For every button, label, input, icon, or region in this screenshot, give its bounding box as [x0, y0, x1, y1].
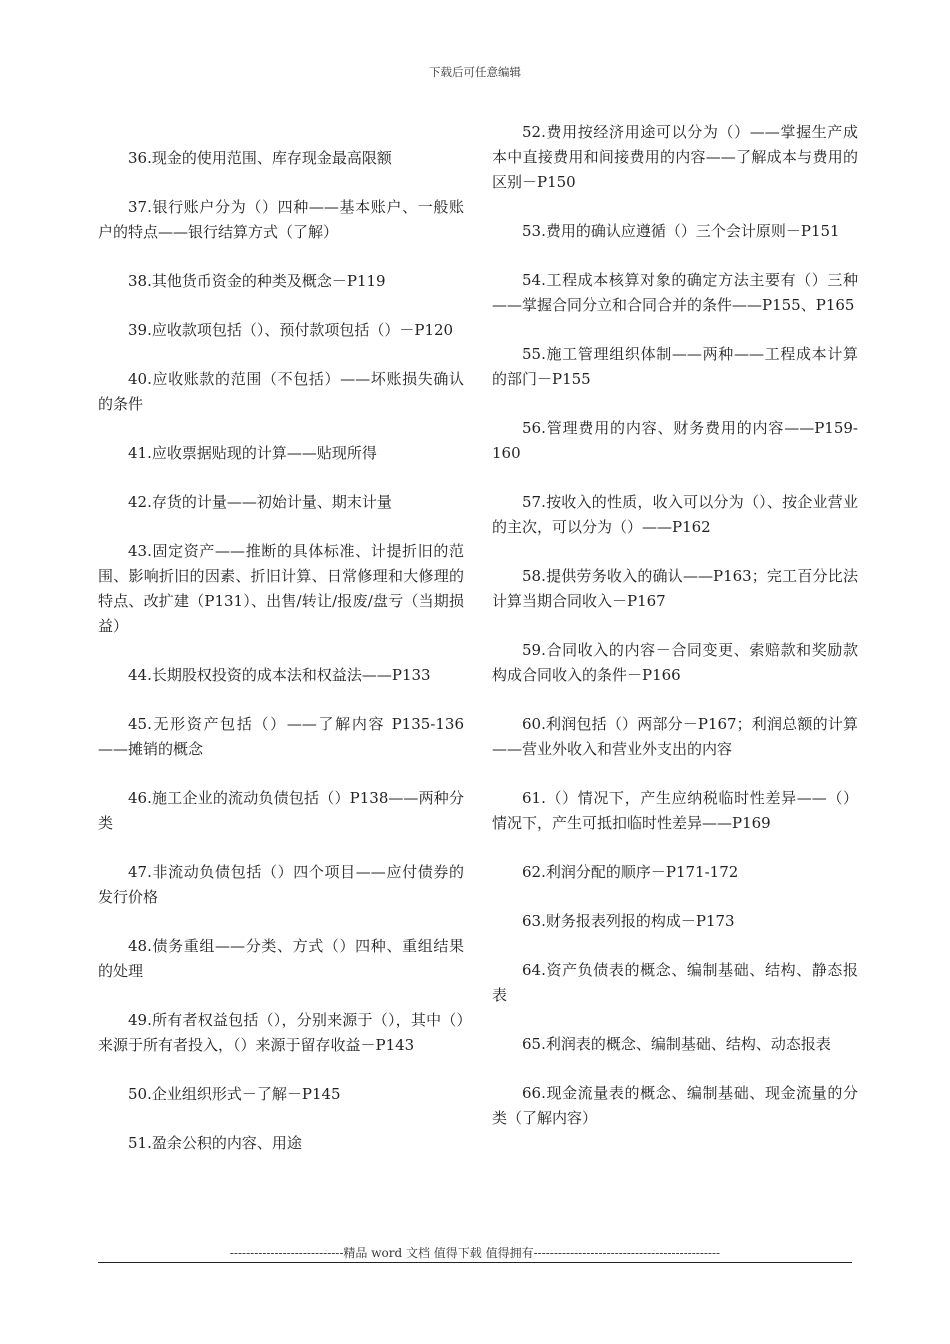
- left-column: [98, 120, 464, 1180]
- list-item: 59.合同收入的内容－合同变更、索赔款和奖励款构成合同收入的条件－P166: [492, 641, 858, 684]
- list-item: 51.盈余公积的内容、用途: [128, 1134, 302, 1152]
- list-item: 38.其他货币资金的种类及概念－P119: [128, 272, 386, 290]
- list-item: 50.企业组织形式－了解－P145: [128, 1085, 341, 1103]
- list-item: 42.存货的计量——初始计量、期末计量: [128, 493, 392, 511]
- list-item: 57.按收入的性质，收入可以分为（）、按企业营业的主次，可以分为（）——P162: [492, 493, 858, 536]
- list-item: 41.应收票据贴现的计算——贴现所得: [128, 444, 377, 462]
- page-footer: ----------------------------精品 word 文档 值得下载 值得拥有----------------------------------------------: [229, 1246, 721, 1260]
- list-item: 62.利润分配的顺序－P171-172: [522, 863, 739, 881]
- footer-rule: [98, 1262, 852, 1263]
- list-item: 40.应收账款的范围（不包括）——坏账损失确认的条件: [98, 370, 464, 413]
- list-item: 37.银行账户分为（）四种——基本账户、一般账户的特点——银行结算方式（了解）: [98, 198, 464, 241]
- list-item: 55.施工管理组织体制——两种——工程成本计算的部门－P155: [492, 345, 858, 388]
- list-item: 61.（）情况下，产生应纳税临时性差异——（）情况下，产生可抵扣临时性差异——P169: [492, 789, 858, 832]
- list-item: 66.现金流量表的概念、编制基础、现金流量的分类（了解内容）: [492, 1084, 858, 1127]
- list-item: 52.费用按经济用途可以分为（）——掌握生产成本中直接费用和间接费用的内容——了解成本与费用的区别－P150: [492, 123, 858, 191]
- list-item: 48.债务重组——分类、方式（）四种、重组结果的处理: [98, 937, 464, 980]
- page-header: 下载后可任意编辑: [429, 65, 521, 79]
- list-item: 45.无形资产包括（）——了解内容 P135-136——摊销的概念: [98, 715, 464, 758]
- list-item: 64.资产负债表的概念、编制基础、结构、静态报表: [492, 961, 858, 1004]
- list-item: 65.利润表的概念、编制基础、结构、动态报表: [522, 1035, 831, 1053]
- list-item: 60.利润包括（）两部分－P167；利润总额的计算——营业外收入和营业外支出的内容: [492, 715, 858, 758]
- list-item: 47.非流动负债包括（）四个项目——应付债券的发行价格: [98, 863, 464, 906]
- list-item: 44.长期股权投资的成本法和权益法——P133: [128, 666, 431, 684]
- list-item: 39.应收款项包括（）、预付款项包括（）－P120: [128, 321, 454, 339]
- list-item: 56.管理费用的内容、财务费用的内容——P159-160: [492, 419, 858, 462]
- list-item: 63.财务报表列报的构成－P173: [522, 912, 735, 930]
- list-item: 46.施工企业的流动负债包括（）P138——两种分类: [98, 789, 464, 832]
- list-item: 43.固定资产——推断的具体标准、计提折旧的范围、影响折旧的因素、折旧计算、日常修理和大修理的特点、改扩建（P131）、出售/转让/报废/盘亏（当期损益）: [98, 542, 464, 635]
- list-item: 54.工程成本核算对象的确定方法主要有（）三种——掌握合同分立和合同合并的条件——P155、P165: [492, 271, 858, 314]
- list-item: 36.现金的使用范围、库存现金最高限额: [128, 149, 392, 167]
- list-item: 53.费用的确认应遵循（）三个会计原则－P151: [522, 222, 840, 240]
- right-column: [492, 120, 858, 1155]
- list-item: 49.所有者权益包括（），分别来源于（），其中（）来源于所有者投入，（）来源于留存收益－P143: [98, 1011, 464, 1054]
- list-item: 58.提供劳务收入的确认——P163；完工百分比法计算当期合同收入－P167: [492, 567, 858, 610]
